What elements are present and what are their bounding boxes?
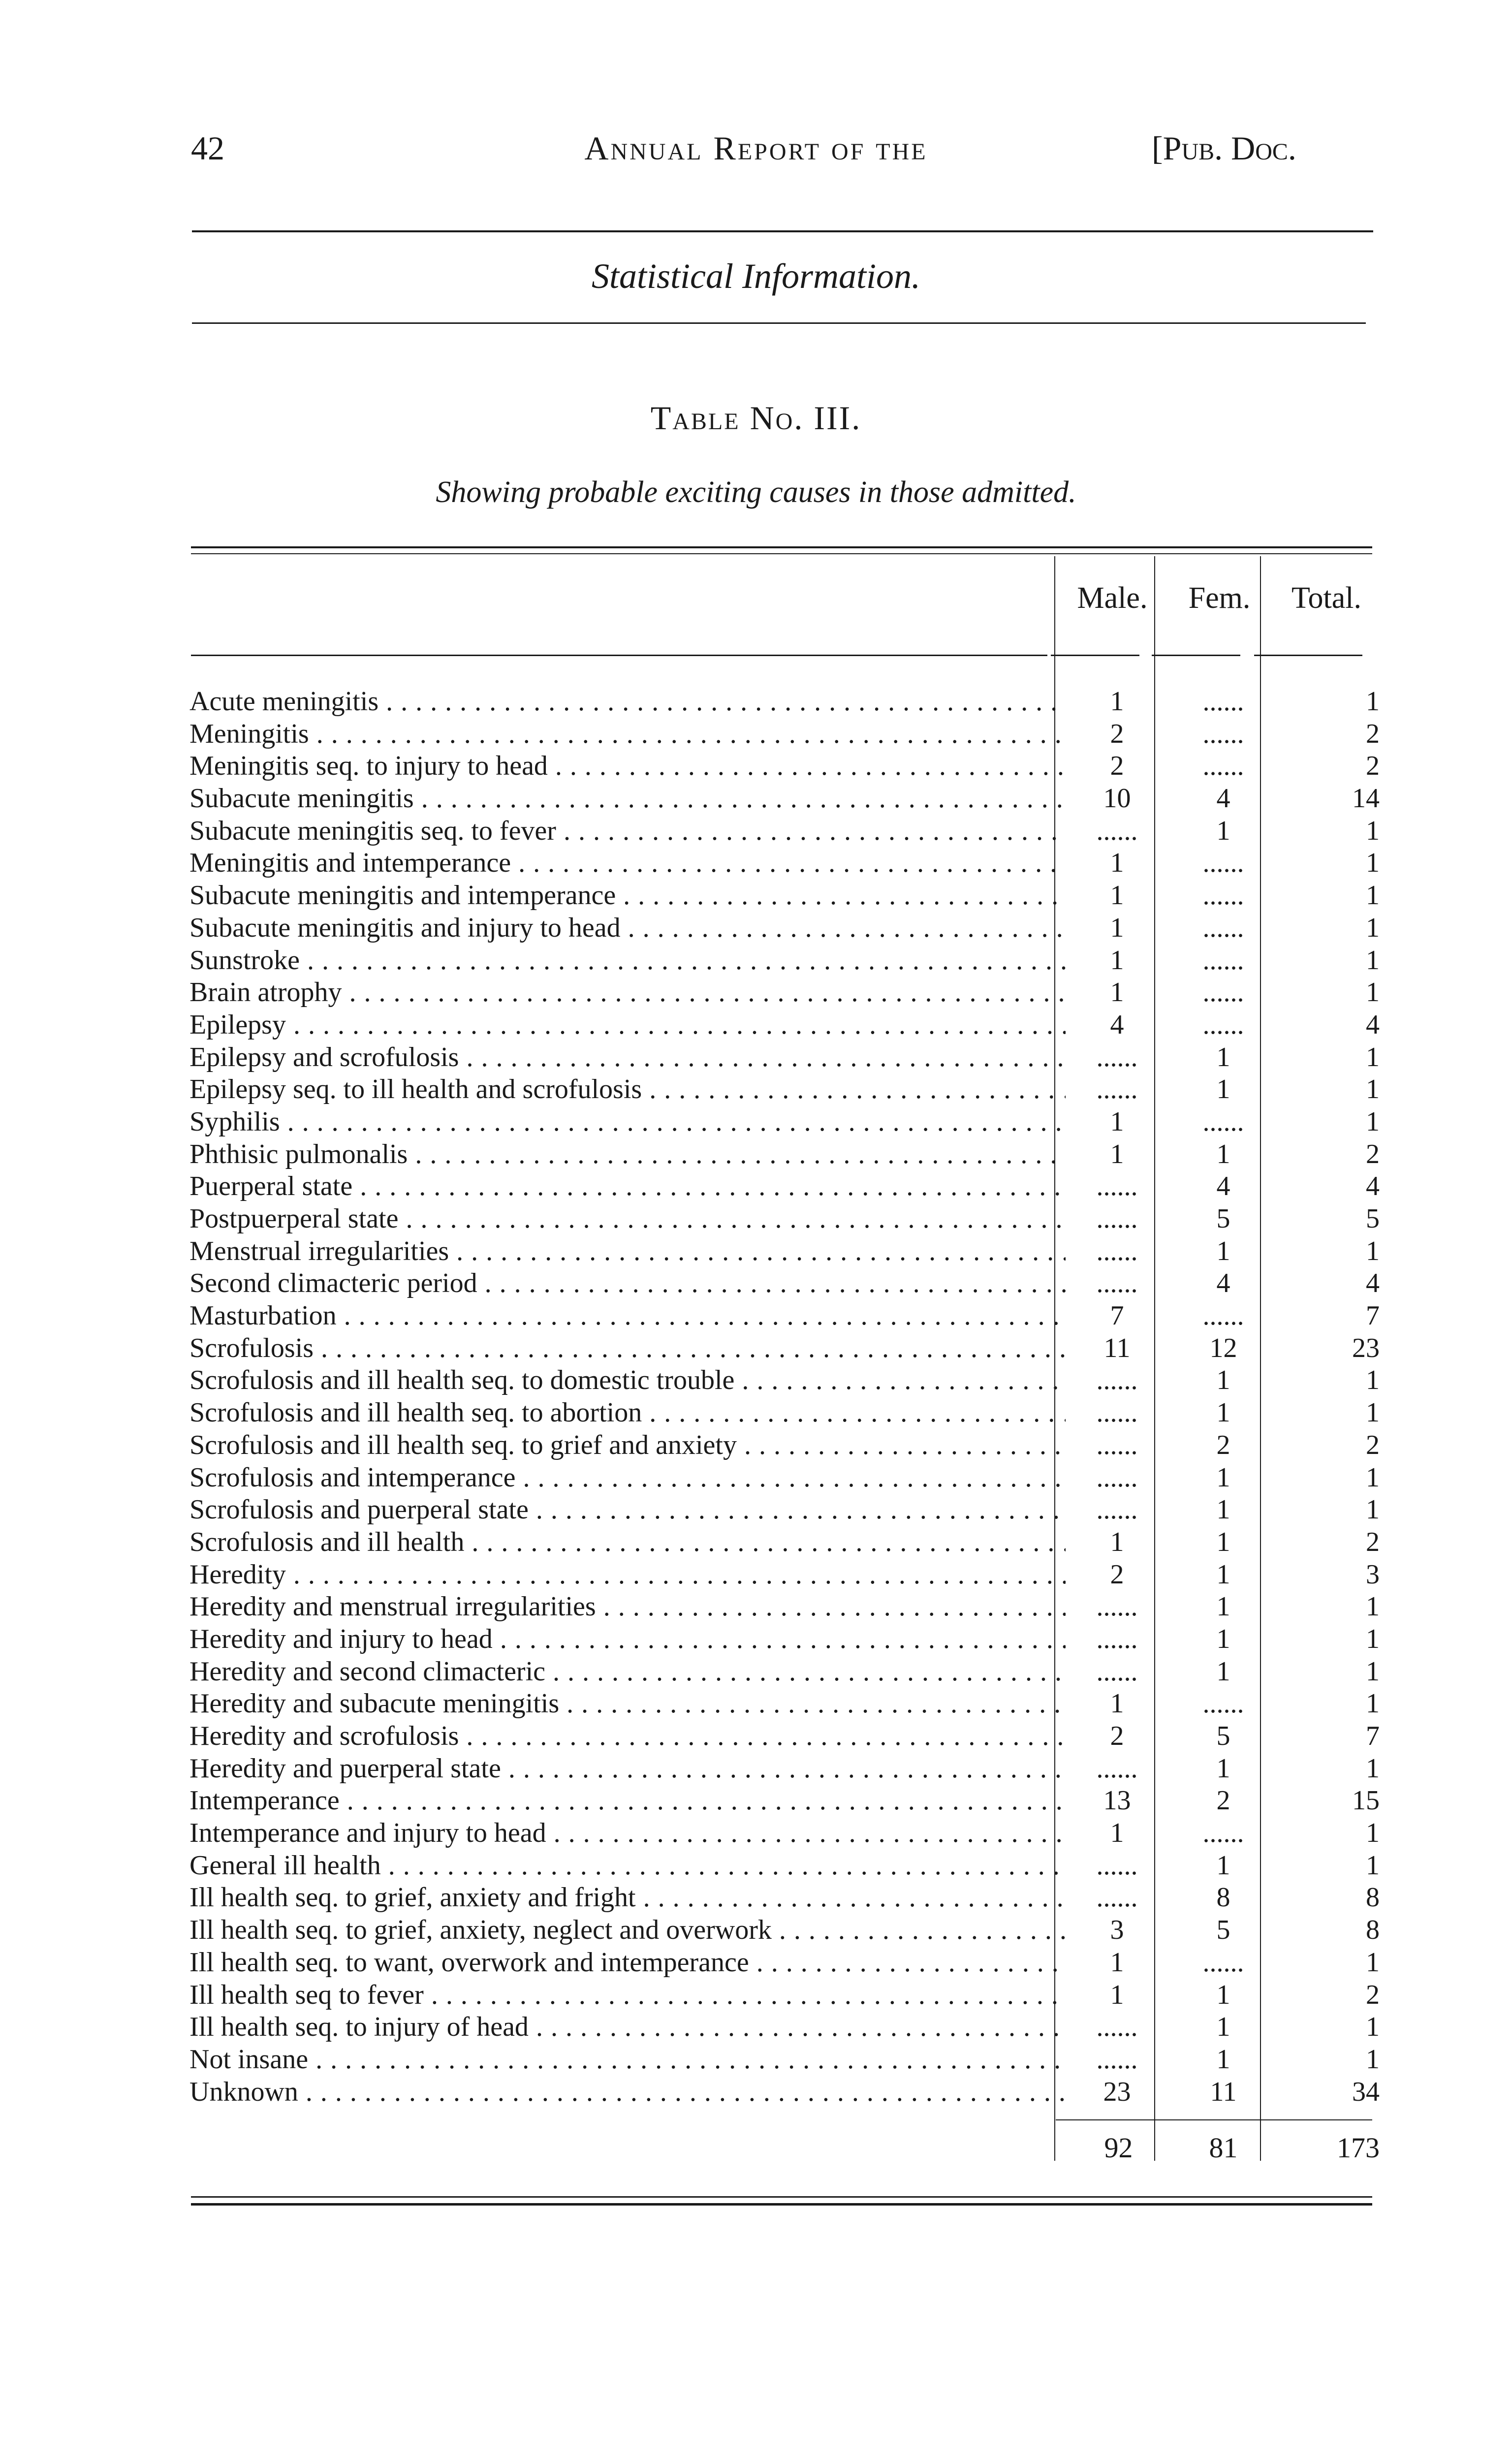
cause-label: Sunstroke . . . bbox=[189, 945, 1066, 977]
header-rule-fem bbox=[1152, 655, 1240, 656]
female-count: 5 bbox=[1216, 1915, 1230, 1946]
cause-label: Meningitis seq. to injury to head . . . bbox=[189, 750, 1066, 783]
running-head: Annual Report of the bbox=[584, 129, 928, 167]
male-count: ...... bbox=[1096, 1656, 1138, 1687]
cause-label: Meningitis . . . bbox=[189, 718, 1066, 751]
total-count: 1 bbox=[1366, 912, 1380, 943]
cause-label: Ill health seq. to grief, anxiety, neglect and overwork . . . bbox=[189, 1914, 1066, 1947]
female-count: 1 bbox=[1216, 1138, 1230, 1169]
total-count: 4 bbox=[1366, 1268, 1380, 1299]
male-count: ...... bbox=[1096, 815, 1138, 846]
male-count: ...... bbox=[1096, 2012, 1138, 2043]
table-row bbox=[189, 1882, 1381, 1914]
male-count: 2 bbox=[1110, 1559, 1124, 1590]
male-count: ...... bbox=[1096, 1203, 1138, 1234]
female-count: 11 bbox=[1210, 2076, 1237, 2107]
total-count: 1 bbox=[1366, 686, 1380, 717]
total-count: 14 bbox=[1352, 783, 1380, 814]
total-count: 2 bbox=[1366, 1979, 1380, 2010]
total-count: 7 bbox=[1366, 1300, 1380, 1331]
female-count: 1 bbox=[1216, 1591, 1230, 1622]
female-count: ...... bbox=[1202, 945, 1244, 976]
female-count: 1 bbox=[1216, 1494, 1230, 1525]
female-count: 2 bbox=[1216, 1429, 1230, 1460]
table-row bbox=[189, 1397, 1381, 1429]
total-count: 1 bbox=[1366, 1365, 1380, 1396]
cause-label: Unknown . . . bbox=[189, 2076, 1066, 2109]
table-body bbox=[189, 686, 1381, 2108]
female-count: 1 bbox=[1216, 1526, 1230, 1557]
total-count: 1 bbox=[1366, 2044, 1380, 2075]
table-row bbox=[189, 1332, 1381, 1365]
table-row bbox=[189, 1364, 1381, 1397]
female-count: 5 bbox=[1216, 1721, 1230, 1751]
cause-label: Heredity and scrofulosis . . . bbox=[189, 1720, 1066, 1753]
female-count: ...... bbox=[1202, 1947, 1244, 1978]
male-count: ...... bbox=[1096, 1753, 1138, 1784]
male-count: 2 bbox=[1110, 751, 1124, 782]
male-count: ...... bbox=[1096, 1268, 1138, 1299]
table-row bbox=[189, 847, 1381, 880]
cause-label: Puerperal state . . . bbox=[189, 1170, 1066, 1203]
male-count: 1 bbox=[1110, 848, 1124, 879]
table-row bbox=[189, 945, 1381, 977]
table-row bbox=[189, 1559, 1381, 1591]
female-count: 1 bbox=[1216, 1623, 1230, 1654]
table-row bbox=[189, 1235, 1381, 1268]
male-count: 1 bbox=[1110, 1138, 1124, 1169]
female-count: 4 bbox=[1216, 1268, 1230, 1299]
female-count: ...... bbox=[1202, 751, 1244, 782]
total-count: 1 bbox=[1366, 1656, 1380, 1687]
cause-label: Acute meningitis . . . bbox=[189, 686, 1066, 718]
totals-rule-male bbox=[1056, 2119, 1154, 2120]
female-count: 1 bbox=[1216, 1753, 1230, 1784]
cause-label: Intemperance . . . bbox=[189, 1785, 1066, 1817]
male-count: 1 bbox=[1110, 686, 1124, 717]
cause-label: Ill health seq. to want, overwork and intemperance . . . bbox=[189, 1947, 1066, 1979]
total-count: 1 bbox=[1366, 1074, 1380, 1105]
cause-label: Not insane . . . bbox=[189, 2044, 1066, 2076]
table-row bbox=[189, 1041, 1381, 1074]
section-rule bbox=[192, 322, 1366, 324]
cause-label: Second climacteric period . . . bbox=[189, 1267, 1066, 1300]
cause-label: Syphilis . . . bbox=[189, 1106, 1066, 1138]
total-total: 173 bbox=[1337, 2132, 1380, 2164]
male-count: 2 bbox=[1110, 718, 1124, 749]
male-count: 1 bbox=[1110, 1979, 1124, 2010]
male-count: ...... bbox=[1096, 1171, 1138, 1202]
table-row bbox=[189, 750, 1381, 783]
table-row bbox=[189, 1720, 1381, 1753]
total-count: 8 bbox=[1366, 1915, 1380, 1946]
page-number: 42 bbox=[191, 129, 224, 167]
cause-label: Epilepsy and scrofulosis . . . bbox=[189, 1041, 1066, 1074]
table-row bbox=[189, 1138, 1381, 1171]
female-count: ...... bbox=[1202, 912, 1244, 943]
male-count: ...... bbox=[1096, 1591, 1138, 1622]
female-count: ...... bbox=[1202, 718, 1244, 749]
female-count: 4 bbox=[1216, 1171, 1230, 1202]
total-count: 2 bbox=[1366, 1526, 1380, 1557]
total-count: 23 bbox=[1352, 1332, 1380, 1363]
female-count: ...... bbox=[1202, 1300, 1244, 1331]
female-count: 4 bbox=[1216, 783, 1230, 814]
table-row bbox=[189, 977, 1381, 1009]
female-count: ...... bbox=[1202, 1688, 1244, 1719]
cause-label: Heredity and puerperal state . . . bbox=[189, 1753, 1066, 1785]
table-title: Table No. III. bbox=[650, 399, 862, 437]
total-count: 1 bbox=[1366, 977, 1380, 1008]
male-count: ...... bbox=[1096, 1882, 1138, 1913]
cause-label: Meningitis and intemperance . . . bbox=[189, 847, 1066, 880]
male-count: 1 bbox=[1110, 880, 1124, 911]
female-count: 1 bbox=[1216, 815, 1230, 846]
table-top-rule bbox=[191, 546, 1372, 548]
table-row bbox=[189, 2011, 1381, 2044]
female-count: 2 bbox=[1216, 1785, 1230, 1816]
male-count: 1 bbox=[1110, 1106, 1124, 1137]
table-bottom-rule-2 bbox=[191, 2203, 1372, 2206]
female-count: ...... bbox=[1202, 880, 1244, 911]
column-header-male: Male. bbox=[1077, 581, 1148, 615]
total-count: 4 bbox=[1366, 1009, 1380, 1040]
total-count: 1 bbox=[1366, 1753, 1380, 1784]
female-count: 8 bbox=[1216, 1882, 1230, 1913]
column-header-total: Total. bbox=[1291, 581, 1361, 615]
total-count: 3 bbox=[1366, 1559, 1380, 1590]
male-count: ...... bbox=[1096, 2044, 1138, 2075]
male-count: 1 bbox=[1110, 912, 1124, 943]
total-count: 2 bbox=[1366, 751, 1380, 782]
female-count: 1 bbox=[1216, 1397, 1230, 1428]
total-count: 1 bbox=[1366, 945, 1380, 976]
table-row bbox=[189, 1656, 1381, 1688]
male-count: 11 bbox=[1103, 1332, 1131, 1363]
header-rule-cause bbox=[191, 655, 1047, 656]
cause-label: Menstrual irregularities . . . bbox=[189, 1235, 1066, 1268]
male-count: 1 bbox=[1110, 1818, 1124, 1849]
cause-label: Subacute meningitis . . . bbox=[189, 783, 1066, 815]
male-count: 1 bbox=[1110, 1688, 1124, 1719]
total-count: 1 bbox=[1366, 880, 1380, 911]
table-subtitle: Showing probable exciting causes in those admitted. bbox=[436, 475, 1076, 509]
table-row bbox=[189, 1623, 1381, 1656]
total-count: 2 bbox=[1366, 1429, 1380, 1460]
table-bottom-rule bbox=[191, 2196, 1372, 2198]
total-count: 1 bbox=[1366, 1591, 1380, 1622]
table-row bbox=[189, 912, 1381, 945]
table-row bbox=[189, 1979, 1381, 2012]
male-count: 1 bbox=[1110, 1947, 1124, 1978]
publication-doc-label: [Pub. Doc. bbox=[1152, 129, 1296, 167]
total-count: 34 bbox=[1352, 2076, 1380, 2107]
cause-label: Phthisic pulmonalis . . . bbox=[189, 1138, 1066, 1171]
header-rule-male bbox=[1051, 655, 1139, 656]
female-count: 1 bbox=[1216, 1365, 1230, 1396]
female-count: 12 bbox=[1209, 1332, 1237, 1363]
table-row bbox=[189, 2076, 1381, 2109]
cause-label: Scrofulosis and intemperance . . . bbox=[189, 1462, 1066, 1494]
male-count: ...... bbox=[1096, 1074, 1138, 1105]
female-count: 1 bbox=[1216, 1074, 1230, 1105]
total-count: 1 bbox=[1366, 1850, 1380, 1881]
cause-label: Subacute meningitis seq. to fever . . . bbox=[189, 815, 1066, 848]
totals-rule-fem bbox=[1155, 2119, 1260, 2120]
cause-label: Brain atrophy . . . bbox=[189, 977, 1066, 1009]
female-count: ...... bbox=[1202, 686, 1244, 717]
table-row bbox=[189, 718, 1381, 751]
female-count: 1 bbox=[1216, 2012, 1230, 2043]
male-count: ...... bbox=[1096, 1623, 1138, 1654]
cause-label: Scrofulosis and ill health seq. to abortion . . . bbox=[189, 1397, 1066, 1429]
cause-label: Scrofulosis and puerperal state . . . bbox=[189, 1494, 1066, 1526]
table-row bbox=[189, 1850, 1381, 1882]
female-count: 1 bbox=[1216, 1462, 1230, 1493]
total-count: 2 bbox=[1366, 1138, 1380, 1169]
table-row bbox=[189, 880, 1381, 912]
total-count: 7 bbox=[1366, 1721, 1380, 1751]
male-count: ...... bbox=[1096, 1462, 1138, 1493]
female-count: 1 bbox=[1216, 1041, 1230, 1073]
female-count: 1 bbox=[1216, 1979, 1230, 2010]
cause-label: Epilepsy . . . bbox=[189, 1009, 1066, 1041]
cause-label: Epilepsy seq. to ill health and scrofulosis . . . bbox=[189, 1073, 1066, 1106]
cause-label: Heredity and second climacteric . . . bbox=[189, 1656, 1066, 1688]
total-count: 1 bbox=[1366, 1494, 1380, 1525]
male-count: 1 bbox=[1110, 977, 1124, 1008]
table-row bbox=[189, 1267, 1381, 1300]
table-row bbox=[189, 1947, 1381, 1979]
section-title: Statistical Information. bbox=[591, 256, 920, 296]
table-row bbox=[189, 1009, 1381, 1041]
total-fem: 81 bbox=[1209, 2132, 1238, 2164]
total-count: 1 bbox=[1366, 1623, 1380, 1654]
cause-label: General ill health . . . bbox=[189, 1850, 1066, 1882]
cause-label: Scrofulosis and ill health . . . bbox=[189, 1526, 1066, 1559]
male-count: 10 bbox=[1103, 783, 1131, 814]
table-row bbox=[189, 1817, 1381, 1850]
female-count: ...... bbox=[1202, 977, 1244, 1008]
female-count: ...... bbox=[1202, 1106, 1244, 1137]
cause-label: Heredity and injury to head . . . bbox=[189, 1623, 1066, 1656]
total-count: 15 bbox=[1352, 1785, 1380, 1816]
table-row bbox=[189, 1170, 1381, 1203]
cause-label: Scrofulosis and ill health seq. to grief and anxiety . . . bbox=[189, 1429, 1066, 1462]
column-header-fem: Fem. bbox=[1188, 581, 1251, 615]
cause-label: Ill health seq to fever . . . bbox=[189, 1979, 1066, 2012]
table-row bbox=[189, 1429, 1381, 1462]
total-count: 1 bbox=[1366, 1688, 1380, 1719]
female-count: ...... bbox=[1202, 1818, 1244, 1849]
male-count: 1 bbox=[1110, 1526, 1124, 1557]
male-count: 2 bbox=[1110, 1721, 1124, 1751]
cause-label: Intemperance and injury to head . . . bbox=[189, 1817, 1066, 1850]
table-row bbox=[189, 1753, 1381, 1785]
table-row bbox=[189, 1462, 1381, 1494]
table-row bbox=[189, 1914, 1381, 1947]
header-rule bbox=[192, 230, 1373, 232]
table-row bbox=[189, 1203, 1381, 1235]
total-count: 1 bbox=[1366, 1397, 1380, 1428]
male-count: ...... bbox=[1096, 1850, 1138, 1881]
table-row bbox=[189, 1106, 1381, 1138]
total-count: 1 bbox=[1366, 1818, 1380, 1849]
total-count: 5 bbox=[1366, 1203, 1380, 1234]
male-count: ...... bbox=[1096, 1235, 1138, 1266]
total-count: 1 bbox=[1366, 1235, 1380, 1266]
cause-label: Heredity and menstrual irregularities . . . bbox=[189, 1591, 1066, 1623]
table-row bbox=[189, 1300, 1381, 1332]
male-count: ...... bbox=[1096, 1365, 1138, 1396]
male-count: ...... bbox=[1096, 1429, 1138, 1460]
cause-label: Heredity . . . bbox=[189, 1559, 1066, 1591]
total-count: 1 bbox=[1366, 2012, 1380, 2043]
total-count: 2 bbox=[1366, 718, 1380, 749]
total-count: 1 bbox=[1366, 1462, 1380, 1493]
cause-label: Heredity and subacute meningitis . . . bbox=[189, 1688, 1066, 1720]
cause-label: Ill health seq. to grief, anxiety and fright . . . bbox=[189, 1882, 1066, 1914]
total-count: 8 bbox=[1366, 1882, 1380, 1913]
cause-label: Scrofulosis . . . bbox=[189, 1332, 1066, 1365]
male-count: 7 bbox=[1110, 1300, 1124, 1331]
cause-label: Ill health seq. to injury of head . . . bbox=[189, 2011, 1066, 2044]
female-count: 1 bbox=[1216, 1850, 1230, 1881]
cause-label: Postpuerperal state . . . bbox=[189, 1203, 1066, 1235]
total-count: 1 bbox=[1366, 848, 1380, 879]
cause-label: Masturbation . . . bbox=[189, 1300, 1066, 1332]
table-top-rule-2 bbox=[191, 553, 1372, 554]
female-count: ...... bbox=[1202, 1009, 1244, 1040]
table-row bbox=[189, 1785, 1381, 1817]
female-count: 1 bbox=[1216, 1559, 1230, 1590]
male-count: 13 bbox=[1103, 1785, 1131, 1816]
totals-rule-total bbox=[1261, 2119, 1372, 2120]
male-count: ...... bbox=[1096, 1494, 1138, 1525]
cause-label: Subacute meningitis and intemperance . . . bbox=[189, 880, 1066, 912]
table-row bbox=[189, 1591, 1381, 1623]
total-male: 92 bbox=[1104, 2132, 1133, 2164]
table-row bbox=[189, 686, 1381, 718]
table-row bbox=[189, 815, 1381, 848]
table-row bbox=[189, 1494, 1381, 1526]
female-count: 1 bbox=[1216, 1656, 1230, 1687]
total-count: 1 bbox=[1366, 1947, 1380, 1978]
female-count: 1 bbox=[1216, 2044, 1230, 2075]
table-row bbox=[189, 2044, 1381, 2076]
female-count: 5 bbox=[1216, 1203, 1230, 1234]
male-count: 4 bbox=[1110, 1009, 1124, 1040]
total-count: 1 bbox=[1366, 1106, 1380, 1137]
male-count: 3 bbox=[1110, 1915, 1124, 1946]
male-count: 1 bbox=[1110, 945, 1124, 976]
female-count: 1 bbox=[1216, 1235, 1230, 1266]
table-row bbox=[189, 1073, 1381, 1106]
total-count: 1 bbox=[1366, 815, 1380, 846]
cause-label: Scrofulosis and ill health seq. to domestic trouble . . . bbox=[189, 1364, 1066, 1397]
male-count: ...... bbox=[1096, 1041, 1138, 1073]
male-count: ...... bbox=[1096, 1397, 1138, 1428]
female-count: ...... bbox=[1202, 848, 1244, 879]
total-count: 4 bbox=[1366, 1171, 1380, 1202]
header-rule-total bbox=[1254, 655, 1362, 656]
total-count: 1 bbox=[1366, 1041, 1380, 1073]
cause-label: Subacute meningitis and injury to head . . . bbox=[189, 912, 1066, 945]
table-row bbox=[189, 783, 1381, 815]
male-count: 23 bbox=[1103, 2076, 1131, 2107]
table-row bbox=[189, 1526, 1381, 1559]
table-row bbox=[189, 1688, 1381, 1720]
